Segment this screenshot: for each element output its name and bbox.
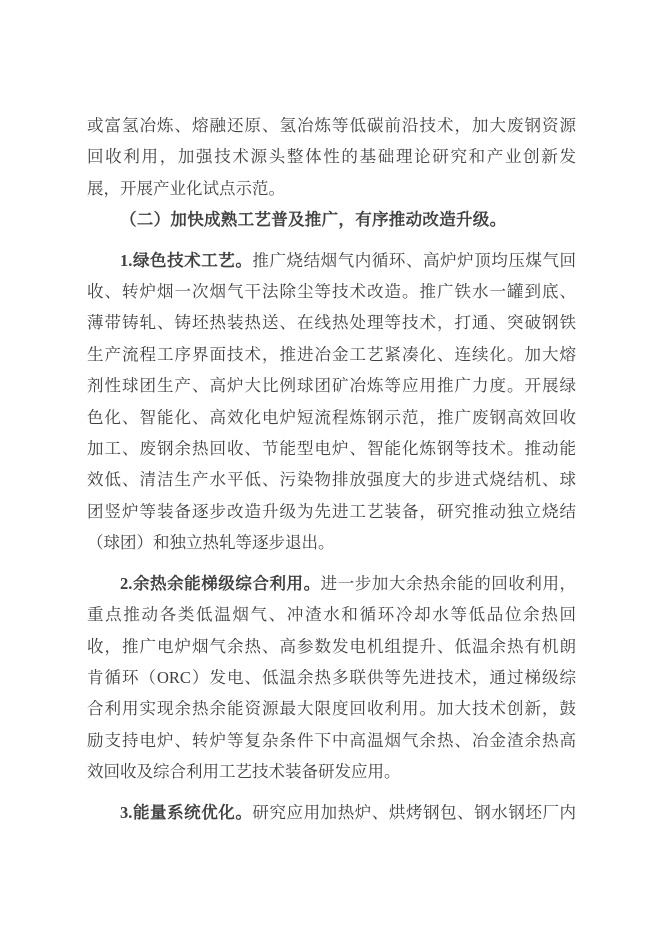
- body-line: [87, 599, 576, 630]
- body-line: [87, 402, 576, 433]
- item-3-heading: 3.能量系统优化。: [120, 802, 253, 822]
- body-line: [87, 496, 576, 527]
- item-1-heading: 1.绿色技术工艺。: [120, 250, 253, 270]
- section-heading: [87, 204, 576, 235]
- body-line: [87, 631, 576, 662]
- item-2-heading: 2.余热余能梯级综合利用。: [120, 573, 321, 593]
- body-text: 回收利用，加强技术源头整体性的基础理论研究和产业创新发: [87, 147, 576, 167]
- body-line: [87, 568, 576, 599]
- section-heading-text: （二）加快成熟工艺普及推广，有序推动改造升级。: [120, 210, 507, 230]
- body-text: 肯循环（ORC）发电、低温余热多联供等先进技术，通过梯级综: [87, 667, 576, 687]
- body-line: [87, 245, 576, 276]
- body-line: [87, 797, 576, 828]
- body-line: [87, 693, 576, 724]
- body-text: 色化、智能化、高效化电炉短流程炼钢示范，推广废钢高效回收: [87, 407, 576, 427]
- body-line: [87, 662, 576, 693]
- body-line: [87, 141, 576, 172]
- body-line: [87, 756, 576, 787]
- text-block: [87, 110, 576, 828]
- body-line: [87, 433, 576, 464]
- body-line: [87, 725, 576, 756]
- body-text: 效回收及综合利用工艺技术装备研发应用。: [87, 762, 401, 782]
- body-text: （球团）和独立热轧等逐步退出。: [87, 533, 335, 553]
- body-text: 重点推动各类低温烟气、冲渣水和循环冷却水等低品位余热回: [87, 605, 576, 625]
- body-text: 生产流程工序界面技术，推进冶金工艺紧凑化、连续化。加大熔: [87, 344, 576, 364]
- body-text: 收、转炉烟一次烟气干法除尘等技术改造。推广铁水一罐到底、: [87, 282, 576, 302]
- body-text: 推广烧结烟气内循环、高炉炉顶均压煤气回: [252, 250, 576, 270]
- body-text: 励支持电炉、转炉等复杂条件下中高温烟气余热、冶金渣余热高: [87, 730, 576, 750]
- body-line: [87, 464, 576, 495]
- body-text: 团竖炉等装备逐步改造升级为先进工艺装备，研究推动独立烧结: [87, 501, 576, 521]
- body-line: [87, 339, 576, 370]
- body-text: 进一步加大余热余能的回收利用，: [320, 573, 576, 593]
- body-line: [87, 527, 576, 558]
- body-line: [87, 370, 576, 401]
- body-text: 合利用实现余热余能资源最大限度回收利用。加大技术创新，鼓: [87, 699, 576, 719]
- body-text: 加工、废钢余热回收、节能型电炉、智能化炼钢等技术。推动能: [87, 439, 576, 459]
- body-line: [87, 173, 576, 204]
- body-text: 展，开展产业化试点示范。: [87, 178, 285, 198]
- body-text: 剂性球团生产、高炉大比例球团矿冶炼等应用推广力度。开展绿: [87, 376, 576, 396]
- body-line: [87, 307, 576, 338]
- body-text: 或富氢冶炼、熔融还原、氢冶炼等低碳前沿技术，加大废钢资源: [87, 116, 576, 135]
- body-line: [87, 276, 576, 307]
- body-text: 效低、清洁生产水平低、污染物排放强度大的步进式烧结机、球: [87, 470, 576, 490]
- body-text: 研究应用加热炉、烘烤钢包、钢水钢坯厂内: [252, 802, 576, 822]
- body-text: 收，推广电炉烟气余热、高参数发电机组提升、低温余热有机朗: [87, 636, 576, 656]
- body-text: 薄带铸轧、铸坯热装热送、在线热处理等技术，打通、突破钢铁: [87, 313, 576, 333]
- body-line: [87, 110, 576, 141]
